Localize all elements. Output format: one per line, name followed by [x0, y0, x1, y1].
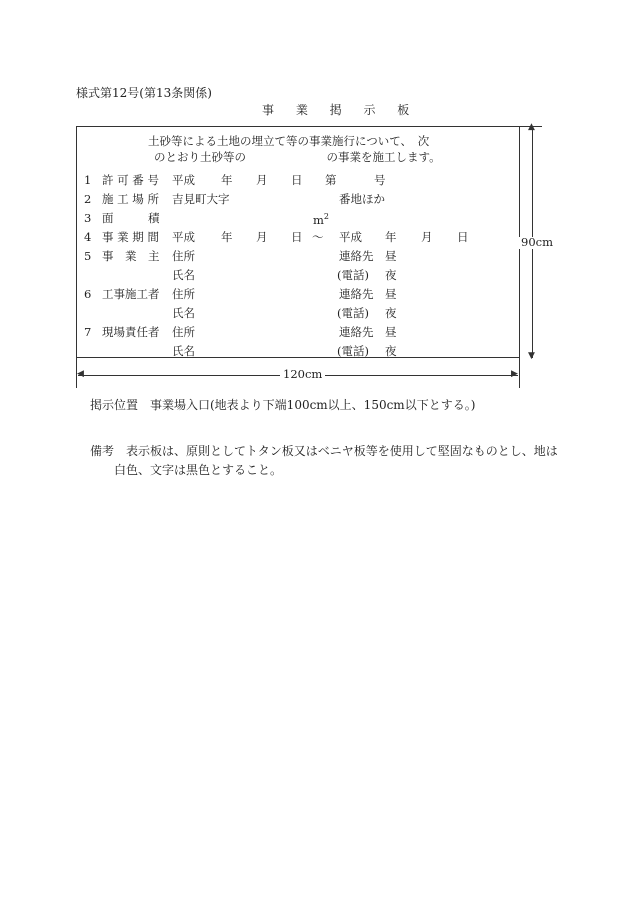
arrow-down-icon: ▼: [528, 351, 535, 361]
phone-label: (電話): [337, 306, 369, 320]
night-label: 夜: [385, 344, 397, 358]
range-separator: 〜: [312, 230, 324, 244]
width-dimension-label: 120cm: [280, 369, 325, 381]
width-dimension-right-tick: [519, 358, 520, 388]
area-unit: $m^2$: [313, 212, 329, 227]
name-label: 氏名: [172, 344, 195, 358]
night-label: 夜: [385, 268, 397, 282]
row-label: 事 業 主: [102, 249, 160, 263]
remarks-line-1: 備考 表示板は、原則としてトタン板又はベニヤ板等を使用して堅固なものとし、地は: [90, 444, 558, 458]
intro-line-1: 土砂等による土地の埋立て等の事業施行について、 次: [148, 134, 430, 148]
phone-label: (電話): [337, 268, 369, 282]
phone-label: (電話): [337, 344, 369, 358]
address-label: 住所: [172, 249, 195, 263]
remarks-line-2: 白色、文字は黒色とすること。: [114, 463, 283, 477]
contact-label: 連絡先: [339, 287, 374, 301]
height-dimension-label: 90cm: [518, 237, 556, 249]
placement-note: 掲示位置 事業場入口(地表より下端100cm以上、150cm以下とする。): [90, 398, 476, 412]
intro-line-2: のとおり土砂等の の事業を施工します。: [154, 150, 441, 164]
page-title: 事 業 掲 示 板: [262, 103, 419, 117]
row-number: 4: [84, 230, 92, 244]
row-number: 1: [84, 173, 92, 187]
start-year-text: 年: [221, 230, 233, 244]
month-text: 月: [256, 173, 268, 187]
village-text: 吉見町大字: [172, 192, 230, 206]
start-month-text: 月: [256, 230, 268, 244]
daytime-label: 昼: [385, 249, 397, 263]
row-label: 面 積: [102, 211, 160, 225]
address-label: 住所: [172, 325, 195, 339]
arrow-right-icon: ▶: [511, 369, 518, 379]
start-era-text: 平成: [172, 230, 195, 244]
contact-label: 連絡先: [339, 249, 374, 263]
era-text: 平成: [172, 173, 195, 187]
number-prefix-text: 第: [325, 173, 337, 187]
day-text: 日: [291, 173, 303, 187]
daytime-label: 昼: [385, 325, 397, 339]
row-label: 工事施工者: [102, 287, 160, 301]
row-label: 許 可 番 号: [102, 173, 159, 187]
end-month-text: 月: [421, 230, 433, 244]
form-number: 様式第12号(第13条関係): [76, 86, 212, 100]
arrow-left-icon: ◀: [77, 369, 84, 379]
address-label: 住所: [172, 287, 195, 301]
year-text: 年: [221, 173, 233, 187]
row-number: 2: [84, 192, 92, 206]
lot-number-text: 番地ほか: [339, 192, 385, 206]
row-label: 施 工 場 所: [102, 192, 159, 206]
number-suffix-text: 号: [374, 173, 386, 187]
end-year-text: 年: [385, 230, 397, 244]
end-day-text: 日: [457, 230, 469, 244]
end-era-text: 平成: [339, 230, 362, 244]
row-number: 6: [84, 287, 92, 301]
row-number: 5: [84, 249, 92, 263]
daytime-label: 昼: [385, 287, 397, 301]
name-label: 氏名: [172, 268, 195, 282]
row-label: 現場責任者: [102, 325, 160, 339]
row-label: 事 業 期 間: [102, 230, 159, 244]
row-number: 7: [84, 325, 92, 339]
arrow-up-icon: ▲: [528, 122, 535, 132]
night-label: 夜: [385, 306, 397, 320]
name-label: 氏名: [172, 306, 195, 320]
start-day-text: 日: [291, 230, 303, 244]
contact-label: 連絡先: [339, 325, 374, 339]
row-number: 3: [84, 211, 92, 225]
